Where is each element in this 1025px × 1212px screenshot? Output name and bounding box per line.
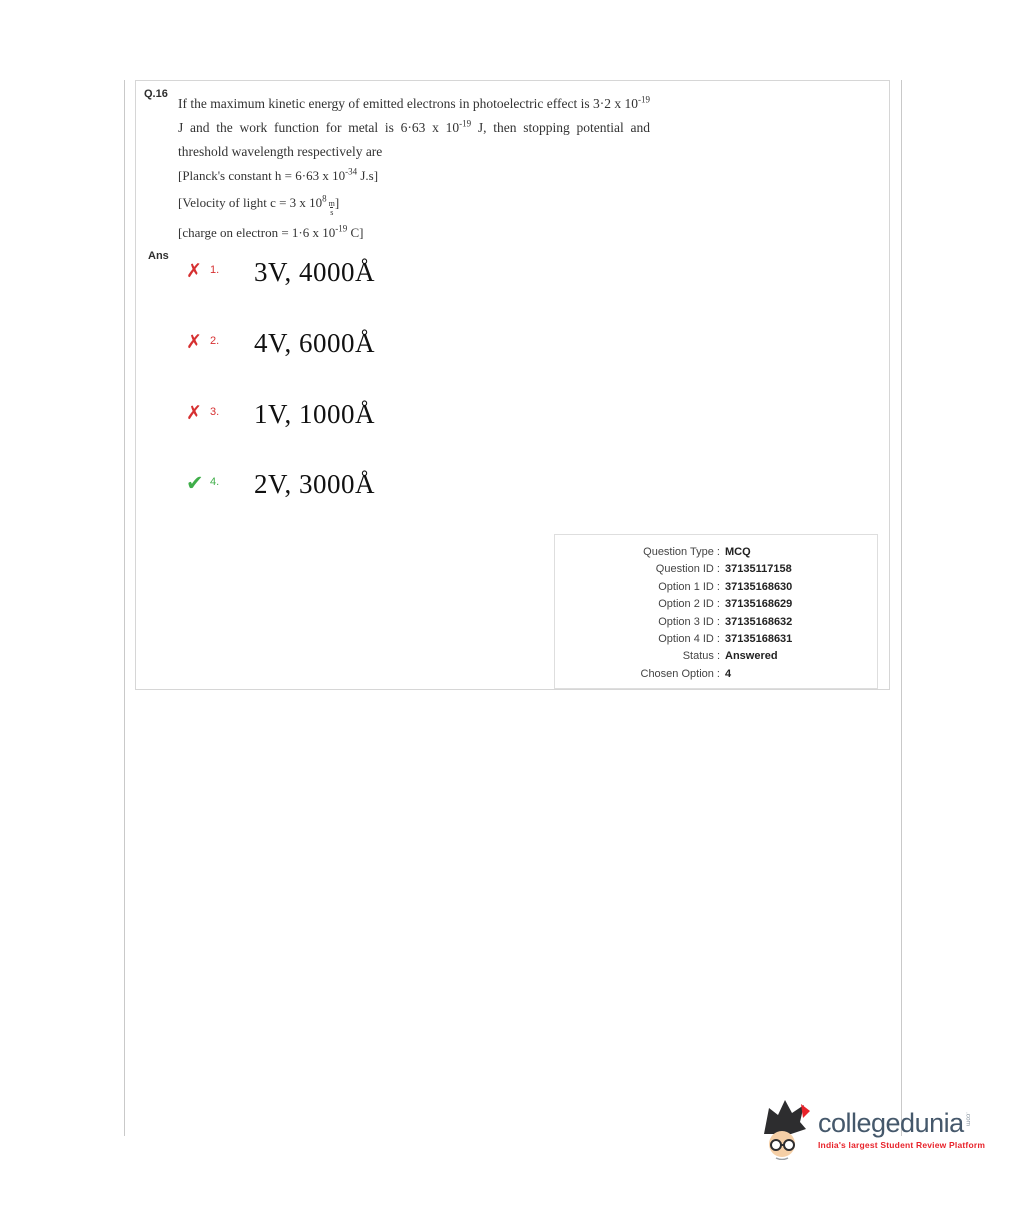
option-4-number: 4. bbox=[210, 476, 220, 488]
option-3-number: 3. bbox=[210, 406, 220, 418]
meta-label: Chosen Option : bbox=[640, 667, 720, 680]
page-right-border bbox=[901, 80, 902, 1136]
meta-label: Status : bbox=[682, 650, 720, 663]
collegedunia-logo bbox=[758, 1098, 985, 1160]
option-2 bbox=[186, 328, 376, 358]
exponent: -19 bbox=[638, 94, 650, 105]
constant-text: [Planck's constant h = 6·63 x 10 bbox=[178, 168, 346, 183]
meta-row-option-3-id bbox=[565, 614, 867, 631]
option-1-number: 1. bbox=[210, 264, 220, 276]
constant-text: [Velocity of light c = 3 x 10 bbox=[178, 195, 323, 210]
question-number: Q.16 bbox=[144, 88, 168, 100]
constant-text: J.s] bbox=[357, 168, 379, 183]
meta-row-question-id bbox=[565, 561, 867, 578]
constants-block bbox=[178, 165, 378, 249]
option-3 bbox=[186, 399, 376, 429]
option-4 bbox=[186, 469, 376, 499]
mascot-icon bbox=[758, 1098, 812, 1160]
option-1-text: 3V, 4000Å bbox=[254, 257, 376, 287]
meta-label: Option 2 ID : bbox=[658, 598, 720, 611]
fraction-denominator: s bbox=[330, 208, 334, 217]
meta-row-status bbox=[565, 648, 867, 665]
exponent: -19 bbox=[335, 223, 348, 234]
meta-row-option-4-id bbox=[565, 631, 867, 648]
option-3-text: 1V, 1000Å bbox=[254, 399, 376, 429]
wrong-cross-icon: ✗ bbox=[186, 261, 202, 282]
brand-line bbox=[818, 1108, 985, 1138]
option-1 bbox=[186, 257, 376, 287]
status-badge: Answered bbox=[725, 650, 778, 663]
electron-charge-line bbox=[178, 222, 378, 243]
option-2-text: 4V, 6000Å bbox=[254, 328, 376, 358]
constant-text: C] bbox=[347, 225, 364, 240]
brand-name: collegedunia bbox=[818, 1108, 964, 1138]
question-text-part: J, then stopping potential and threshold wavelength respectively are bbox=[178, 120, 651, 159]
meta-label: Option 1 ID : bbox=[658, 580, 720, 593]
correct-check-icon: ✔ bbox=[186, 472, 204, 495]
planck-constant-line bbox=[178, 165, 378, 186]
brand-domain: .com bbox=[964, 1112, 972, 1127]
meta-value: 37135117158 bbox=[725, 563, 792, 576]
meta-value: 37135168629 bbox=[725, 598, 793, 611]
option-2-number: 2. bbox=[210, 335, 220, 347]
question-text-part: J and the work function for metal is 6·63 x 10 bbox=[178, 120, 460, 135]
meta-label: Question ID : bbox=[655, 563, 720, 576]
meta-label: Option 3 ID : bbox=[658, 615, 720, 628]
exponent: -34 bbox=[345, 166, 358, 177]
exponent: -19 bbox=[459, 118, 472, 129]
meta-label: Question Type : bbox=[643, 546, 720, 558]
wrong-cross-icon: ✗ bbox=[186, 332, 202, 353]
answer-label: Ans bbox=[148, 250, 169, 262]
meta-row-question-type bbox=[565, 544, 867, 561]
light-velocity-line bbox=[178, 192, 378, 216]
wrong-cross-icon: ✗ bbox=[186, 403, 202, 424]
meta-value: 37135168631 bbox=[725, 633, 793, 646]
meta-value: MCQ bbox=[725, 546, 751, 558]
option-4-text: 2V, 3000Å bbox=[254, 469, 376, 499]
meta-value: 37135168632 bbox=[725, 615, 793, 628]
meta-row-option-1-id bbox=[565, 579, 867, 596]
constant-text: ] bbox=[334, 195, 340, 210]
question-text bbox=[178, 92, 650, 164]
brand-text-block bbox=[818, 1108, 985, 1150]
meta-label: Option 4 ID : bbox=[658, 633, 720, 646]
meta-row-option-2-id bbox=[565, 596, 867, 613]
brand-tagline: India's largest Student Review Platform bbox=[818, 1140, 986, 1150]
constant-text: [charge on electron = 1·6 x 10 bbox=[178, 225, 336, 240]
meta-row-chosen-option bbox=[565, 666, 867, 683]
meta-value: 37135168630 bbox=[725, 580, 793, 593]
page-left-border bbox=[124, 80, 125, 1136]
meta-value: 4 bbox=[725, 667, 732, 680]
exponent: 8 bbox=[322, 193, 327, 204]
fraction-numerator: m bbox=[328, 199, 335, 208]
question-card bbox=[135, 80, 890, 690]
question-metadata-box bbox=[554, 534, 878, 689]
question-text-part: If the maximum kinetic energy of emitted electrons in photoelectric effect is 3·2 x 10 bbox=[178, 96, 638, 111]
